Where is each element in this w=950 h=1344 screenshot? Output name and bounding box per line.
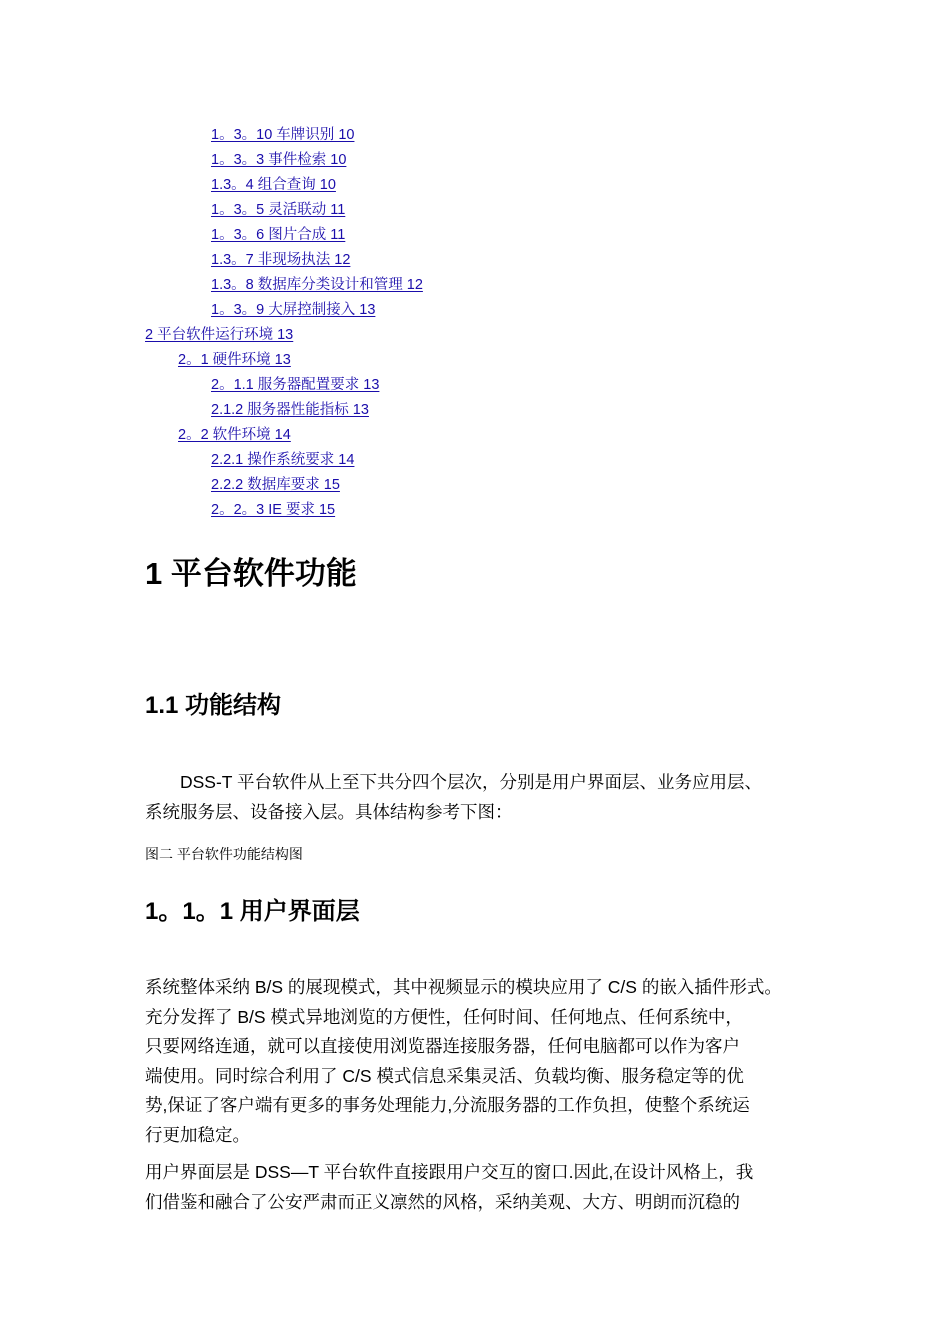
- toc-link[interactable]: 1。3。9 大屏控制接入 13: [211, 302, 376, 318]
- paragraph-line: 系统整体采纳 B/S 的展现模式，其中视频显示的模块应用了 C/S 的嵌入插件形式。: [145, 977, 782, 997]
- body-paragraph: [145, 973, 817, 1150]
- toc-link[interactable]: 2.2.1 操作系统要求 14: [211, 452, 355, 468]
- subsection-heading: 1。1。1 用户界面层: [145, 898, 360, 925]
- toc-link[interactable]: 1。3。3 事件检索 10: [211, 152, 347, 168]
- figure-caption: 图二 平台软件功能结构图: [145, 846, 303, 862]
- toc-link[interactable]: 1.3。8 数据库分类设计和管理 12: [211, 277, 423, 293]
- paragraph-line: 只要网络连通，就可以直接使用浏览器连接服务器，任何电脑都可以作为客户: [145, 1036, 740, 1056]
- intro-paragraph: [145, 768, 817, 827]
- toc-link[interactable]: 2。2 软件环境 14: [178, 427, 291, 443]
- toc-link[interactable]: 1。3。10 车牌识别 10: [211, 127, 355, 143]
- paragraph-line: DSS-T 平台软件从上至下共分四个层次，分别是用户界面层、业务应用层、: [180, 772, 763, 792]
- paragraph-line: 行更加稳定。: [145, 1124, 250, 1145]
- toc-link[interactable]: 2。2。3 IE 要求 15: [211, 502, 336, 518]
- toc-link[interactable]: 2 平台软件运行环境 13: [145, 327, 294, 343]
- paragraph-line: 端使用。同时综合利用了 C/S 模式信息采集灵活、负载均衡、服务稳定等的优: [145, 1065, 744, 1086]
- paragraph-line: 势,保证了客户端有更多的事务处理能力,分流服务器的工作负担，使整个系统运: [145, 1095, 750, 1115]
- section-heading: 1.1 功能结构: [145, 692, 282, 719]
- toc-link[interactable]: 1。3。5 灵活联动 11: [211, 202, 346, 218]
- paragraph-line: 用户界面层是 DSS—T 平台软件直接跟用户交互的窗口.因此,在设计风格上，我: [145, 1162, 754, 1182]
- toc-link[interactable]: 2。1.1 服务器配置要求 13: [211, 377, 380, 393]
- toc-link[interactable]: 1.3。4 组合查询 10: [211, 177, 336, 193]
- paragraph-line: 充分发挥了 B/S 模式异地浏览的方便性，任何时间、任何地点、任何系统中，: [145, 1006, 743, 1027]
- paragraph-line: 们借鉴和融合了公安严肃而正义凛然的风格，采纳美观、大方、明朗而沉稳的: [145, 1191, 740, 1212]
- toc-link[interactable]: 1。3。6 图片合成 11: [211, 227, 346, 243]
- toc-link[interactable]: 2.1.2 服务器性能指标 13: [211, 402, 369, 418]
- toc-link[interactable]: 2.2.2 数据库要求 15: [211, 477, 340, 493]
- paragraph-line: 系统服务层、设备接入层。具体结构参考下图：: [145, 801, 513, 822]
- toc-link[interactable]: 2。1 硬件环境 13: [178, 352, 291, 368]
- body-paragraph: [145, 1158, 817, 1217]
- toc-link[interactable]: 1.3。7 非现场执法 12: [211, 252, 351, 268]
- chapter-heading: 1 平台软件功能: [145, 556, 357, 591]
